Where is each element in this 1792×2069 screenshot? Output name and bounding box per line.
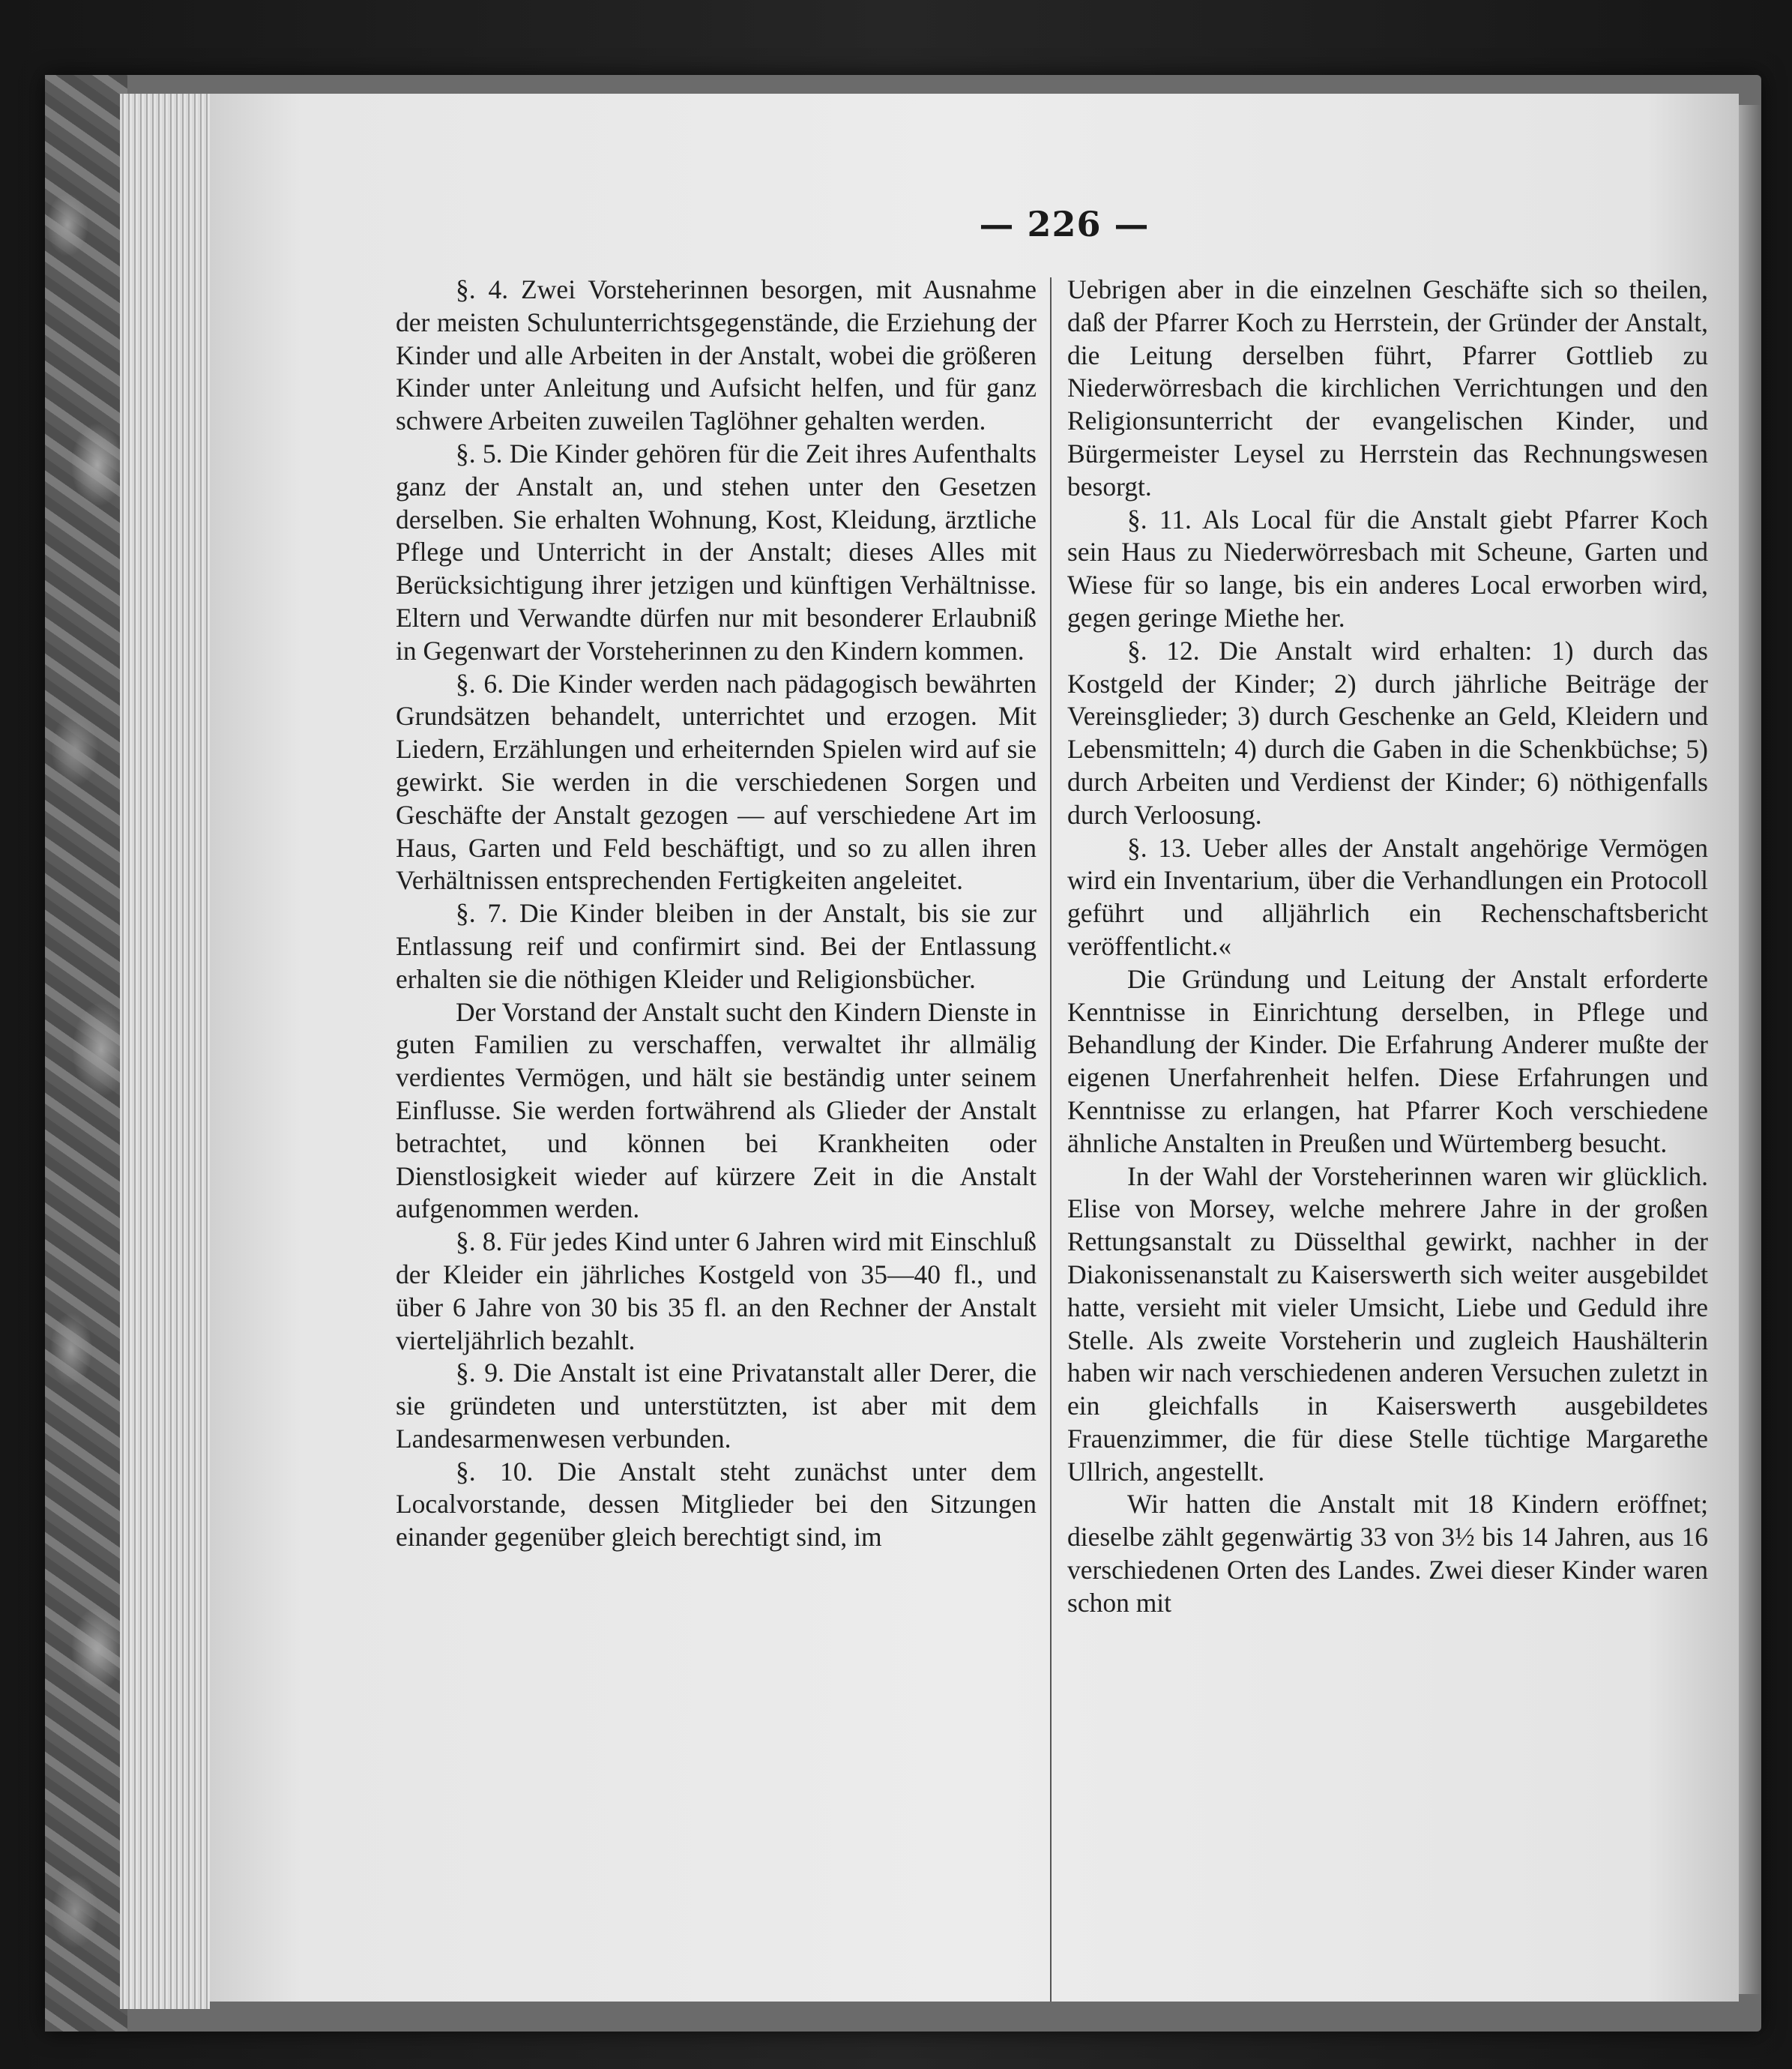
page-edges bbox=[120, 94, 210, 2009]
right-column bbox=[1067, 274, 1708, 1620]
paragraph-kinder: Wir hatten die Anstalt mit 18 Kindern eröffnet; dieselbe zählt gegenwärtig 33 von 3½ bis 14 Jahren, aus 16 verschiedenen Orten des Landes. Zwei dieser Kinder waren schon mit bbox=[1067, 1489, 1708, 1618]
paragraph-sec-4: §. 4. Zwei Vorsteherinnen besorgen, mit Ausnahme der meisten Schulunterrichtsgegenstände, die Erziehung der Kinder und alle Arbeiten in der Anstalt, wobei die größeren Kinder unter Anleitung und Aufsicht helfen, und für ganz schwere Arbeiten zuweilen Taglöhner gehalten werden. bbox=[396, 274, 1037, 436]
paragraph-sec-10: §. 10. Die Anstalt steht zunächst unter dem Localvorstande, dessen Mitglieder bei den Sitzungen einander gegenüber gleich berechtigt sind, im bbox=[396, 1456, 1037, 1552]
paragraph-sec-6: §. 6. Die Kinder werden nach pädagogisch bewährten Grundsätzen behandelt, unterrichtet und erzogen. Mit Liedern, Erzählungen und erheiternden Spielen wird auf sie gewirkt. Sie werden in die verschiedenen Sorgen und Geschäfte der Anstalt gezogen — auf verschiedene Art im Haus, Garten und Feld beschäftigt, und so zu allen ihren Verhältnissen entsprechenden Fertigkeiten angeleitet. bbox=[396, 668, 1037, 896]
paragraph-sec-8: §. 8. Für jedes Kind unter 6 Jahren wird mit Einschluß der Kleider ein jährliches Kostgeld von 35—40 fl., und über 6 Jahre von 30 bis 35 fl. an den Rechner der Anstalt vierteljährlich bezahlt. bbox=[396, 1226, 1037, 1355]
paragraph-vorsteherinnen: In der Wahl der Vorsteherinnen waren wir glücklich. Elise von Morsey, welche mehrere Jahre in der großen Rettungsanstalt zu Düsselthal gewirkt, nachher in der Diakonissenanstalt zu Kaiserswerth sich weiter ausgebildet hatte, versieht mit vieler Umsicht, Liebe und Geduld ihre Stelle. Als zweite Vorsteherin und zugleich Haushälterin haben wir nach verschiedenen anderen Versuchen zuletzt in ein gleichfalls in Kaiserswerth ausgebildetes Frauenzimmer, die für diese Stelle tüchtige Margarethe Ullrich, angestellt. bbox=[1067, 1160, 1708, 1487]
left-column bbox=[396, 274, 1037, 1554]
page-number: — 226 — bbox=[979, 204, 1150, 244]
paragraph-sec-13: §. 13. Ueber alles der Anstalt angehörige Vermögen wird ein Inventarium, über die Verhandlungen ein Protocoll geführt und alljährlich ein Rechenschaftsbericht veröffentlicht.« bbox=[1067, 832, 1708, 961]
paragraph-gruendung: Die Gründung und Leitung der Anstalt erforderte Kenntnisse in Einrichtung derselben, in Pflege und Behandlung der Kinder. Die Erfahrung Anderer mußte der eigenen Unerfahrenheit helfen. Diese Erfahrungen und Kenntnisse zu erlangen, hat Pfarrer Koch verschiedene ähnliche Anstalten in Preußen und Würtemberg besucht. bbox=[1067, 963, 1708, 1158]
paragraph-sec-12: §. 12. Die Anstalt wird erhalten: 1) durch das Kostgeld der Kinder; 2) durch jährliche Beiträge der Vereinsglieder; 3) durch Geschenke an Geld, Kleidern und Lebensmitteln; 4) durch die Gaben in die Schenkbüchse; 5) durch Arbeiten und Verdienst der Kinder; 6) nöthigenfalls durch Verloosung. bbox=[1067, 635, 1708, 830]
marbled-binding bbox=[45, 75, 127, 2032]
paragraph-sec-9: §. 9. Die Anstalt ist eine Privatanstalt aller Derer, die sie gründeten und unterstützten, ist aber mit dem Landesarmenwesen verbunden. bbox=[396, 1358, 1037, 1454]
paragraph-sec-7: §. 7. Die Kinder bleiben in der Anstalt, bis sie zur Entlassung reif und confirmirt sind. Bei der Entlassung erhalten sie die nöthigen Kleider und Religionsbücher. bbox=[396, 898, 1037, 994]
paragraph-sec-10-continued: Uebrigen aber in die einzelnen Geschäfte sich so theilen, daß der Pfarrer Koch zu Herrstein, der Gründer der Anstalt, die Leitung derselben führt, Pfarrer Gottlieb zu Niederwörresbach die kirchlichen Verrichtungen und den Religionsunterricht der evangelischen Kinder, und Bürgermeister Leysel zu Herrstein das Rechnungswesen besorgt. bbox=[1067, 274, 1708, 502]
paragraph-vorstand: Der Vorstand der Anstalt sucht den Kindern Dienste in guten Familien zu verschaffen, verwaltet ihr allmälig verdientes Vermögen, und hält sie beständig unter seinem Einflusse. Sie werden fortwährend als Glieder der Anstalt betrachtet, und können bei Krankheiten oder Dienstlosigkeit wieder auf kürzere Zeit in die Anstalt aufgenommen werden. bbox=[396, 996, 1037, 1224]
page-right-edge bbox=[1739, 105, 1761, 1994]
paragraph-sec-5: §. 5. Die Kinder gehören für die Zeit ihres Aufenthalts ganz der Anstalt an, und stehen unter den Gesetzen derselben. Sie erhalten Wohnung, Kost, Kleidung, ärztliche Pflege und Unterricht in der Anstalt; dieses Alles mit Berücksichtigung ihrer jetzigen und künftigen Verhältnisse. Eltern und Verwandte dürfen nur mit besonderer Erlaubniß in Gegenwart der Vorsteherinnen zu den Kindern kommen. bbox=[396, 438, 1037, 666]
paragraph-sec-11: §. 11. Als Local für die Anstalt giebt Pfarrer Koch sein Haus zu Niederwörresbach mit Scheune, Garten und Wiese für so lange, bis ein anderes Local erworben wird, gegen geringe Miethe her. bbox=[1067, 504, 1708, 633]
column-divider bbox=[1050, 277, 1052, 2002]
